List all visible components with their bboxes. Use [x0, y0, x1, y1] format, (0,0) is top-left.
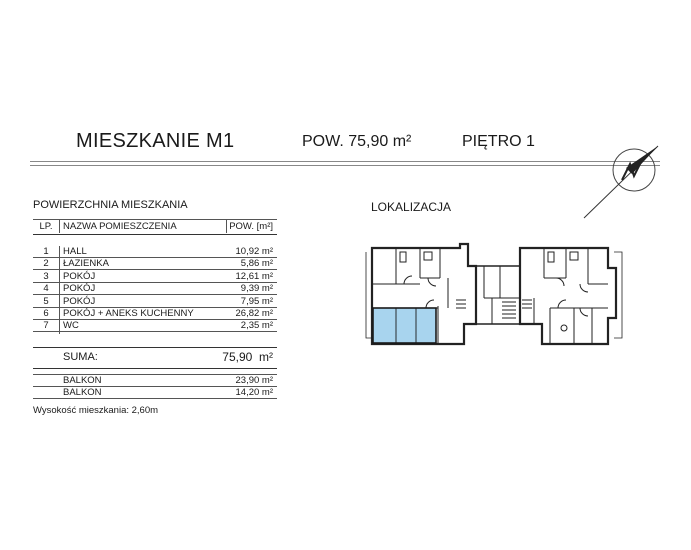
divider-rule-top [30, 161, 660, 162]
row-lp: 5 [43, 295, 49, 307]
col-header-name: NAZWA POMIESZCZENIA [63, 221, 177, 232]
row-name: HALL [63, 246, 87, 257]
balcony-name: BALKON [63, 375, 102, 386]
row-lp: 7 [43, 320, 49, 332]
row-lp: 4 [43, 283, 49, 295]
balcony-area: 14,20 m² [235, 386, 273, 398]
location-title: LOKALIZACJA [371, 200, 452, 214]
balcony-row [33, 374, 277, 387]
table-section-title: POWIERZCHNIA MIESZKANIA [33, 199, 188, 211]
row-area: 2,35 m² [240, 320, 273, 332]
table-row [33, 308, 277, 320]
sum-row [33, 347, 277, 369]
balcony-row [33, 387, 277, 399]
col-header-area: POW. [m²] [229, 221, 273, 232]
table-header-row [33, 219, 277, 235]
row-lp: 3 [43, 270, 49, 282]
row-name: POKÓJ [63, 270, 96, 282]
balcony-area: 23,90 m² [235, 375, 273, 386]
row-lp: 1 [43, 246, 49, 257]
table-row [33, 246, 277, 258]
row-name: WC [63, 320, 79, 332]
row-name: ŁAZIENKA [63, 258, 109, 270]
row-area: 5,86 m² [240, 258, 273, 270]
balcony-table [33, 374, 277, 402]
apartment-floor: PIĘTRO 1 [462, 133, 535, 150]
row-lp: 6 [43, 308, 49, 319]
row-area: 12,61 m² [235, 270, 273, 282]
table-row [33, 283, 277, 295]
highlighted-apartment-m1 [373, 308, 436, 343]
divider-rule-bottom [30, 165, 660, 166]
balcony-name: BALKON [63, 386, 102, 398]
sum-value: 75,90 m² [222, 350, 273, 364]
apartment-title: MIESZKANIE M1 [76, 130, 235, 152]
table-row [33, 258, 277, 270]
row-area: 7,95 m² [240, 295, 273, 307]
row-name: POKÓJ [63, 295, 96, 307]
sum-unit: m² [259, 350, 273, 364]
row-lp: 2 [43, 258, 49, 270]
sum-label: SUMA: [63, 351, 98, 363]
row-name: POKÓJ + ANEKS KUCHENNY [63, 308, 194, 319]
height-note: Wysokość mieszkania: 2,60m [33, 405, 159, 416]
compass-north-arrow-icon [582, 140, 662, 220]
room-area-table [33, 219, 277, 349]
row-area: 26,82 m² [235, 308, 273, 319]
row-area: 10,92 m² [235, 246, 273, 257]
table-row [33, 320, 277, 332]
table-row [33, 296, 277, 308]
col-header-lp: LP. [39, 221, 53, 232]
row-area: 9,39 m² [240, 283, 273, 295]
apartment-area: POW. 75,90 m² [302, 133, 412, 150]
row-name: POKÓJ [63, 283, 96, 295]
table-row [33, 271, 277, 283]
building-floor-plan [360, 238, 640, 354]
